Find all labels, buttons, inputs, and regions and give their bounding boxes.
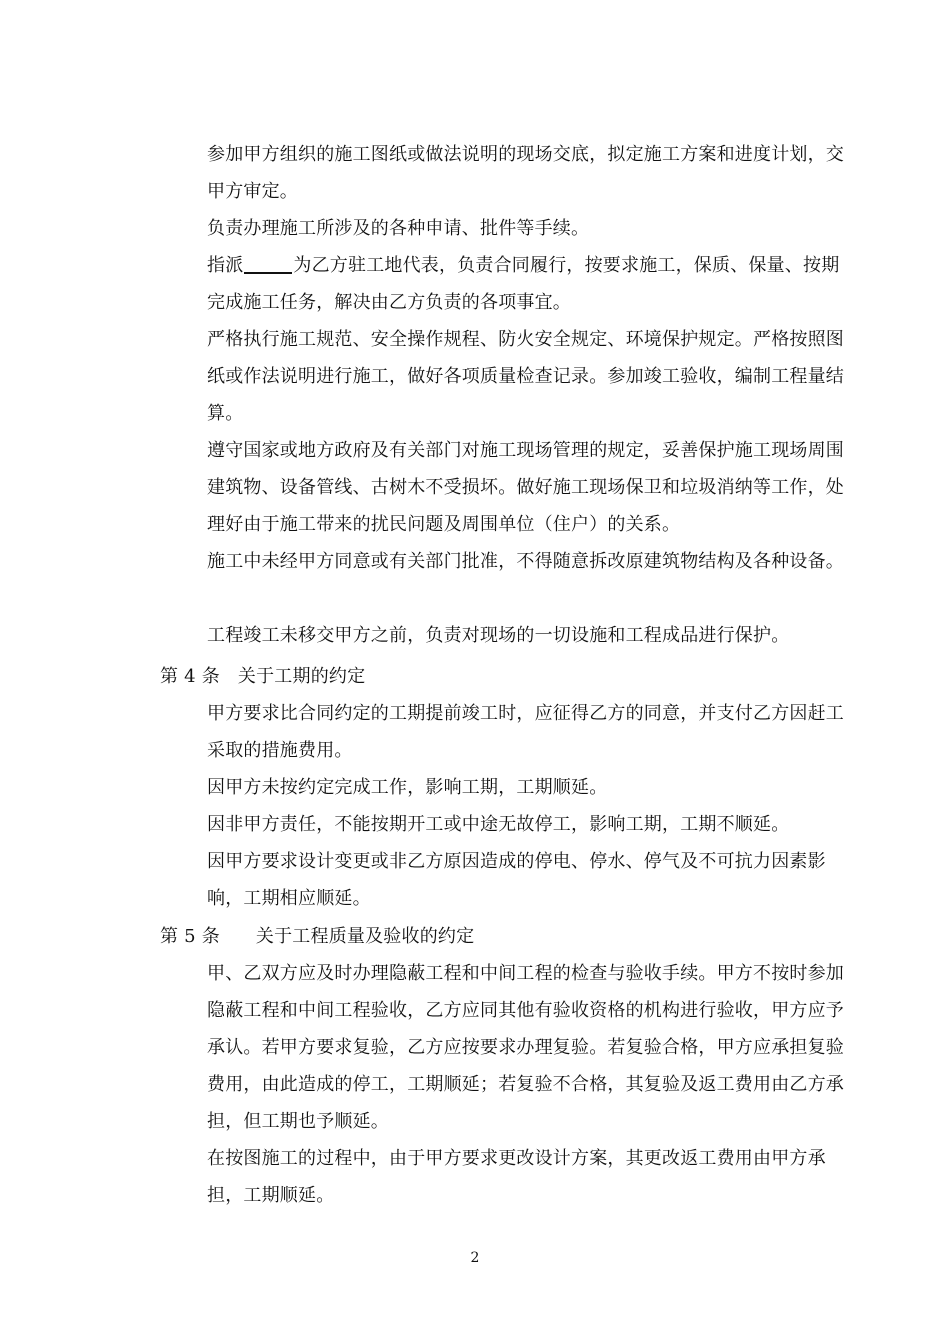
article-5-title: 关于工程质量及验收的约定 [255,926,475,947]
paragraph-site-briefing: 参加甲方组织的施工图纸或做法说明的现场交底，拟定施工方案和进度计划，交甲方审定。 [207,144,844,202]
article-4-paragraph-owner-delay: 因甲方未按约定完成工作，影响工期，工期顺延。 [207,777,608,798]
article-5-number: 第 5 条 [160,926,220,947]
article-4-number: 第 4 条 [160,666,220,687]
article-4-paragraph-contractor-delay: 因非甲方责任，不能按期开工或中途无故停工，影响工期，工期不顺延。 [207,814,790,835]
article-4-paragraph-early-completion: 甲方要求比合同约定的工期提前竣工时，应征得乙方的同意，并支付乙方因赶工采取的措施费用。 [207,703,844,761]
paragraph-site-management: 遵守国家或地方政府及有关部门对施工现场管理的规定，妥善保护施工现场周围建筑物、设备管线、古树木不受损坏。做好施工现场保卫和垃圾消纳等工作，处理好由于施工带来的扰民问题及周围单位（住户）的关系。 [207,440,844,535]
article-5-paragraph-design-change: 在按图施工的过程中，由于甲方要求更改设计方案，其更改返工费用由甲方承担，工期顺延。 [207,1148,826,1206]
representative-prefix: 指派 [207,255,244,276]
article-4-title: 关于工期的约定 [237,666,366,687]
page-number: 2 [470,1250,480,1266]
representative-suffix: 为乙方驻工地代表，负责合同履行，按要求施工，保质、保量、按期完成施工任务，解决由乙方负责的各项事宜。 [207,255,840,313]
article-5-heading [160,918,840,955]
paragraph-no-alteration: 施工中未经甲方同意或有关部门批准，不得随意拆改原建筑物结构及各种设备。 [207,551,844,572]
paragraph-site-representative [207,247,847,321]
representative-blank-line [244,256,292,274]
paragraph-construction-standards: 严格执行施工规范、安全操作规程、防火安全规定、环境保护规定。严格按照图纸或作法说明进行施工，做好各项质量检查记录。参加竣工验收，编制工程量结算。 [207,329,844,424]
article-5-paragraph-inspection: 甲、乙双方应及时办理隐蔽工程和中间工程的检查与验收手续。甲方不按时参加隐蔽工程和中间工程验收，乙方应同其他有验收资格的机构进行验收，甲方应予承认。若甲方要求复验，乙方应按要求办理复验。若复验合格，甲方应承担复验费用，由此造成的停工，工期顺延；若复验不合格，其复验及返工费用由乙方承担，但工期也予顺延。 [207,963,844,1132]
article-4-heading [160,658,840,695]
paragraph-permits: 负责办理施工所涉及的各种申请、批件等手续。 [207,218,590,239]
paragraph-site-protection: 工程竣工未移交甲方之前，负责对现场的一切设施和工程成品进行保护。 [207,625,790,646]
article-4-paragraph-force-majeure: 因甲方要求设计变更或非乙方原因造成的停电、停水、停气及不可抗力因素影响，工期相应顺延。 [207,851,826,909]
